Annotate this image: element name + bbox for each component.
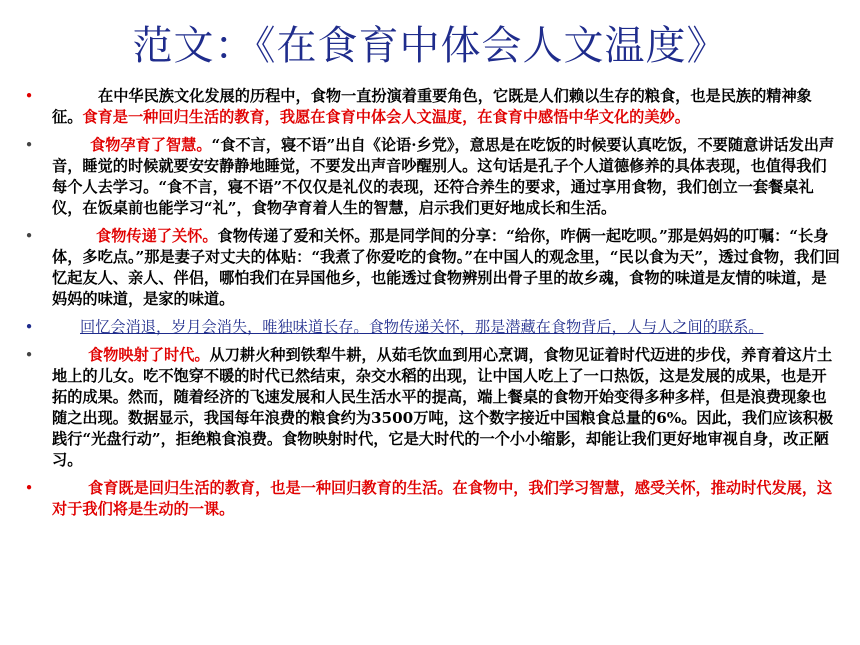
bullet-icon: • bbox=[24, 87, 34, 105]
hyperlink-text[interactable]: 回忆会消退，岁月会消失，唯独味道长存。食物传递关怀，那是潜藏在食物背后，人与人之间的联系。 bbox=[80, 318, 764, 336]
paragraph-link[interactable] bbox=[22, 317, 840, 338]
bullet-icon: • bbox=[24, 136, 34, 154]
paragraph-list bbox=[22, 86, 840, 527]
paragraph-heading: 食物映射了时代。 bbox=[88, 346, 210, 364]
bullet-icon: • bbox=[24, 227, 34, 245]
slide-title: 范文：《在食育中体会人文温度》 bbox=[132, 23, 728, 69]
bullet-icon: • bbox=[24, 346, 34, 364]
bullet-icon: • bbox=[24, 318, 34, 336]
paragraph-intro bbox=[22, 86, 840, 128]
paragraph-conclusion bbox=[22, 478, 840, 520]
paragraph-care bbox=[22, 226, 840, 310]
paragraph-text: “食不言，寝不语”出自《论语·乡党》，意思是在吃饭的时候要认真吃饭，不要随意讲话发出声音，睡觉的时候就要安安静静地睡觉，不要发出声音吵醒别人。这句话是孔子个人道德修养的具体表现，也值得我们每个人去学习。“食不言，寝不语”不仅仅是礼仪的表现，还符合养生的要求，通过享用食物，我们创立一套餐桌礼仪，在饭桌前也能学习“礼”，食物孕育着人生的智慧，启示我们更好地成长和生活。 bbox=[52, 136, 835, 217]
paragraph-wisdom bbox=[22, 135, 840, 219]
paragraph-text: 从刀耕火种到铁犁牛耕，从茹毛饮血到用心烹调，食物见证着时代迈进的步伐，养育着这片土地上的儿女。吃不饱穿不暖的时代已然结束，杂交水稻的出现，让中国人吃上了一口热饭，这是发展的成果，也是开拓的成果。然而，随着经济的飞速发展和人民生活水平的提高，端上餐桌的食物开始变得多种多样，但是浪费现象也随之出现。数据显示，我国每年浪费的粮食约为3500万吨，这个数字接近中国粮食总量的6%。因此，我们应该积极践行“光盘行动”，拒绝粮食浪费。食物映射时代，它是大时代的一个小小缩影，却能让我们更好地审视自身，改正陋习。 bbox=[52, 346, 834, 469]
paragraph-text: 食育既是回归生活的教育，也是一种回归教育的生活。在食物中，我们学习智慧，感受关怀，推动时代发展，这对于我们将是生动的一课。 bbox=[52, 479, 833, 518]
paragraph-text: 在中华民族文化发展的历程中，食物一直扮演着重要角色，它既是人们赖以生存的粮食，也是民族的精神象征。 bbox=[52, 87, 812, 126]
paragraph-heading: 食物传递了关怀。 bbox=[96, 227, 218, 245]
paragraph-heading: 食物孕育了智慧。 bbox=[90, 136, 212, 154]
bullet-icon: • bbox=[24, 479, 34, 497]
paragraph-text: 食物传递了爱和关怀。那是同学间的分享：“给你，咋俩一起吃呗。”那是妈妈的叮嘱：“长身体，多吃点。”那是妻子对丈夫的体贴：“我煮了你爱吃的食物。”在中国人的观念里，“民以食为天”，透过食物，我们回忆起友人、亲人、伴侣，哪怕我们在异国他乡，也能透过食物辨别出骨子里的故乡魂，食物的味道是友情的味道，是妈妈的味道，是家的味道。 bbox=[52, 227, 840, 308]
paragraph-era bbox=[22, 345, 840, 471]
paragraph-highlight: 食育是一种回归生活的教育，我愿在食育中体会人文温度，在食育中感悟中华文化的美妙。 bbox=[82, 108, 690, 126]
